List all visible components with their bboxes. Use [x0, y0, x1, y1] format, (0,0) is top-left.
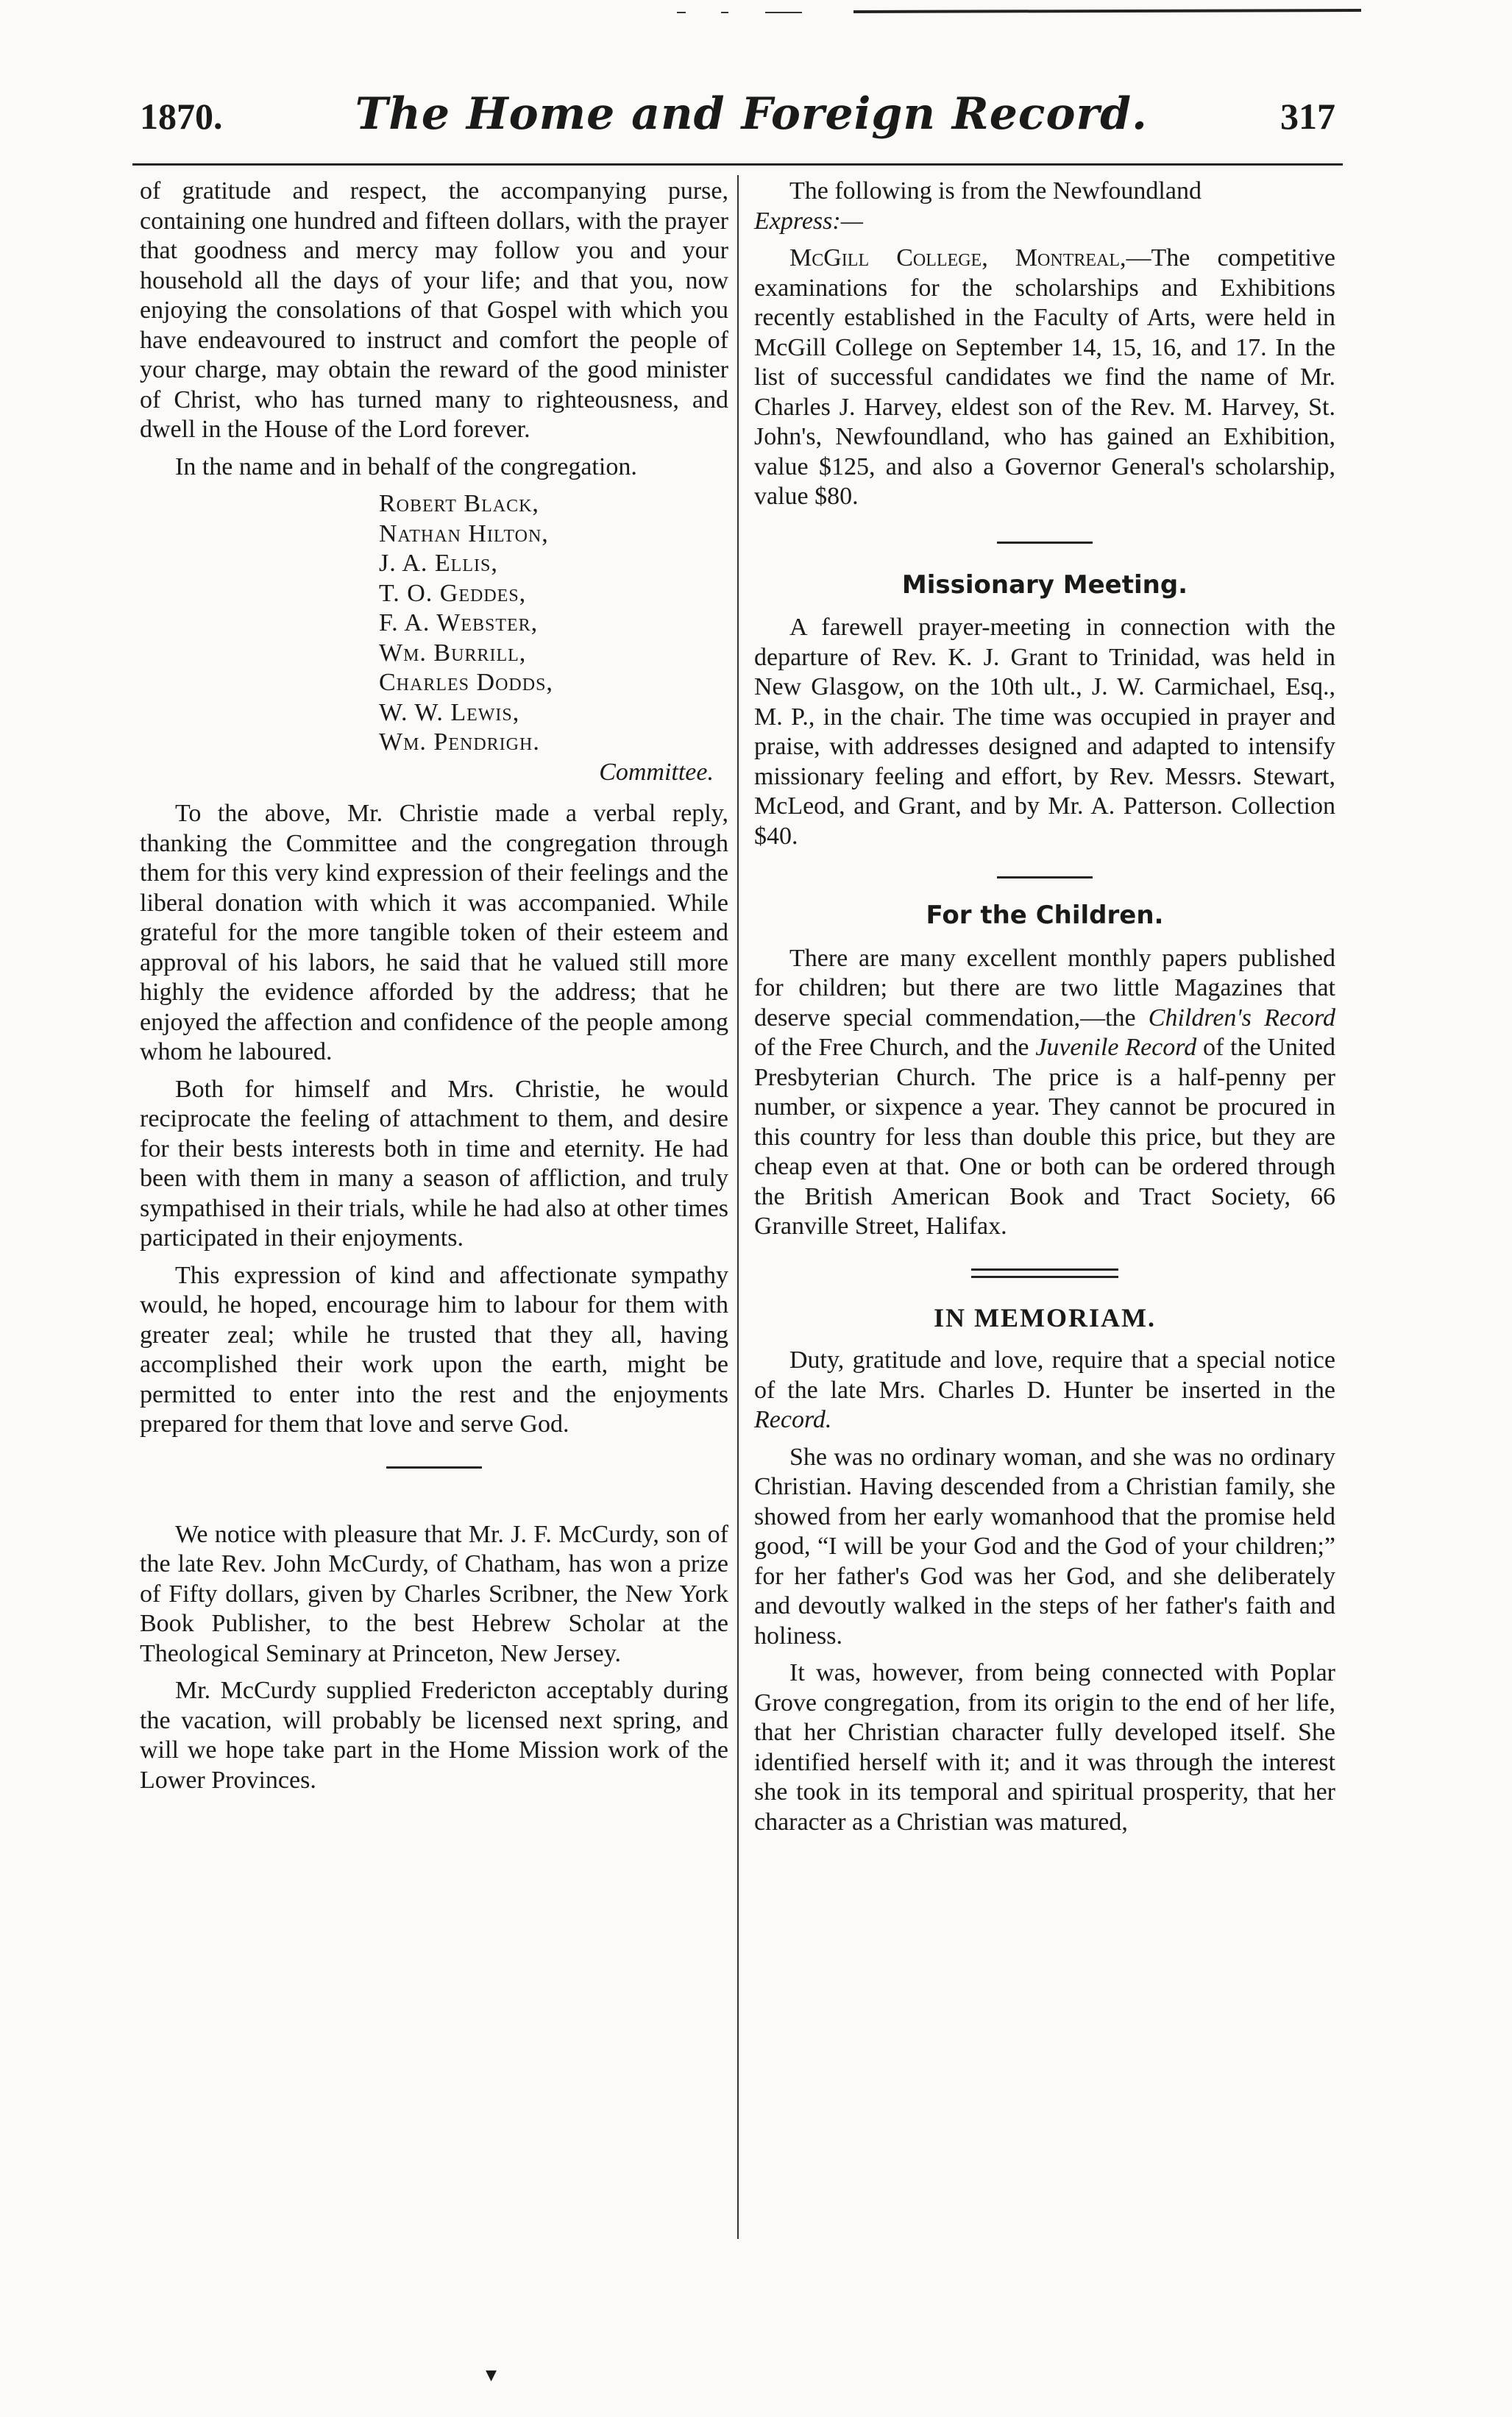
paragraph-behalf: In the name and in behalf of the congregation. — [175, 452, 637, 480]
children-text-2: of the Free Church, and the — [754, 1034, 1036, 1061]
signatory: Nathan Hilton, — [379, 519, 549, 547]
signatory: Wm. Pendrigh. — [379, 728, 540, 756]
left-column — [140, 177, 728, 1803]
heading-for-the-children: For the Children. — [926, 901, 1164, 930]
header-rule — [132, 163, 1343, 166]
paragraph-address-end: of gratitude and respect, the accompanying purse, containing one hundred and fifteen dollars, with the prayer that goodness and mercy may follow you and your household all the days of your life; and that you, now enjoying the consolations of that Gospel with which you have endeavoured to instruct and comfort the people of your charge, may obtain the reward of the good minister of Christ, who has turned many to righteousness, and dwell in the House of the Lord forever. — [140, 177, 728, 443]
record-title: Record. — [754, 1406, 832, 1433]
journal-title: The Home and Foreign Record. — [355, 88, 1148, 140]
paragraph-memoriam-ordinary: She was no ordinary woman, and she was no ordinary Christian. Having descended from a Christian family, she showed from her early womanhood that the promise held good, “I will be your God and the God of your children;” for her father's God was her God, and she deliberately and devoutly walked in the steps of her father's faith and holiness. — [754, 1443, 1335, 1650]
header-year: 1870. — [140, 96, 223, 137]
paragraph-memoriam-intro — [754, 1346, 1335, 1435]
express-label: Express:— — [754, 207, 863, 235]
paragraph-mcgill — [754, 244, 1335, 512]
signatory: Wm. Burrill, — [379, 639, 527, 667]
signatory: F. A. Webster, — [379, 609, 539, 636]
column-divider — [737, 175, 739, 2239]
signatory: J. A. Ellis, — [379, 550, 498, 577]
signatory: W. W. Lewis, — [379, 698, 520, 726]
childrens-record-title: Children's Record — [1148, 1004, 1335, 1032]
top-decorative-rule — [677, 6, 1361, 16]
signatory: Charles Dodds, — [379, 669, 553, 696]
page-number: 317 — [1279, 96, 1335, 137]
juvenile-record-title: Juvenile Record — [1035, 1034, 1197, 1061]
section-divider — [997, 876, 1093, 879]
signatories-block — [379, 489, 728, 787]
right-column — [754, 177, 1335, 1845]
memoriam-text: Duty, gratitude and love, require that a special notice of the late Mrs. Charles D. Hunter be inserted in the — [754, 1346, 1335, 1404]
section-divider — [386, 1466, 482, 1469]
signatory: Robert Black, — [379, 490, 539, 517]
mcgill-lead: McGill College, Montreal, — [789, 244, 1126, 271]
heading-missionary-meeting: Missionary Meeting. — [901, 569, 1188, 600]
paragraph-mccurdy-prize: We notice with pleasure that Mr. J. F. McCurdy, son of the late Rev. John McCurdy, of Chatham, has won a prize of Fifty dollars, given by Charles Scribner, the New York Book Publisher, to the best Hebrew Scholar at the Theological Seminary at Princeton, New Jersey. — [140, 1520, 728, 1667]
paragraph-verbal-reply: To the above, Mr. Christie made a verbal reply, thanking the Committee and the congregation through them for this very kind expression of their feelings and the liberal donation with which it was accompanied. While grateful for the more tangible token of their esteem and approval of his labors, he said that he valued still more highly the evidence afforded by the address; that he enjoyed the affection and confidence of the people among whom he laboured. — [140, 800, 728, 1065]
children-text-1: There are many excellent monthly papers published for children; but there are two little Magazines that deserve special commendation,—the — [754, 944, 1335, 1032]
paragraph-mccurdy-supplied: Mr. McCurdy supplied Fredericton acceptably during the vacation, will probably be licensed next spring, and will we hope take part in the Home Mission work of the Lower Provinces. — [140, 1677, 728, 1794]
paragraph-sympathy: This expression of kind and affectionate sympathy would, he hoped, encourage him to labour for them with greater zeal; while he trusted that they all, having accomplished their work upon the earth, might be permitted to enter into the rest and the enjoyments prepared for them that love and serve God. — [140, 1261, 728, 1438]
signatory: T. O. Geddes, — [379, 579, 527, 607]
double-divider — [971, 1268, 1118, 1278]
paragraph-reciprocate: Both for himself and Mrs. Christie, he would reciprocate the feeling of attachment to them, and desire for their bests interests both in time and eternity. He had been with them in many a season of affliction, and truly sympathised in their trials, while he had also at other times participated in their enjoyments. — [140, 1075, 728, 1252]
paragraph-missionary: A farewell prayer-meeting in connection with the departure of Rev. K. J. Grant to Trinidad, was held in New Glasgow, on the 10th ult., J. W. Carmichael, Esq., M. P., in the chair. The time was occupied in prayer and praise, with addresses designed and adapted to intensify missionary feeling and effort, by Rev. Messrs. Stewart, McLeod, and Grant, and by Mr. A. Patterson. Collection $40. — [754, 614, 1335, 850]
intro-text: The following is from the Newfoundland — [789, 177, 1202, 205]
paragraph-newfoundland-intro — [754, 177, 1335, 236]
footer-mark: ▾ — [486, 2363, 497, 2387]
mcgill-body: —The competitive examinations for the scholarships and Exhibitions recently established in the Faculty of Arts, were held in McGill College on September 14, 15, 16, and 17. In the list of successful candidates we find the name of Mr. Charles J. Harvey, eldest son of the Rev. M. Harvey, St. John's, Newfoundland, who has gained an Exhibition, value $125, and also a Governor General's scholarship, value $80. — [754, 244, 1335, 510]
children-text-3: of the United Presbyterian Church. The price is a half-penny per number, or sixpence a year. They cannot be procured in this country for less than double this price, but they are cheap even at that. One or both can be ordered through the British American Book and Tract Society, 66 Granville Street, Halifax. — [754, 1034, 1335, 1240]
committee-label: Committee. — [599, 758, 714, 786]
section-divider — [997, 542, 1093, 544]
page-header — [140, 88, 1335, 155]
heading-in-memoriam: IN MEMORIAM. — [934, 1302, 1156, 1332]
paragraph-children — [754, 944, 1335, 1242]
paragraph-memoriam-poplar-grove: It was, however, from being connected with Poplar Grove congregation, from its origin to the end of her life, that her Christian character fully developed itself. She identified herself with it; and it was through the interest she took in its temporal and spiritual prosperity, that her character as a Christian was matured, — [754, 1659, 1335, 1836]
